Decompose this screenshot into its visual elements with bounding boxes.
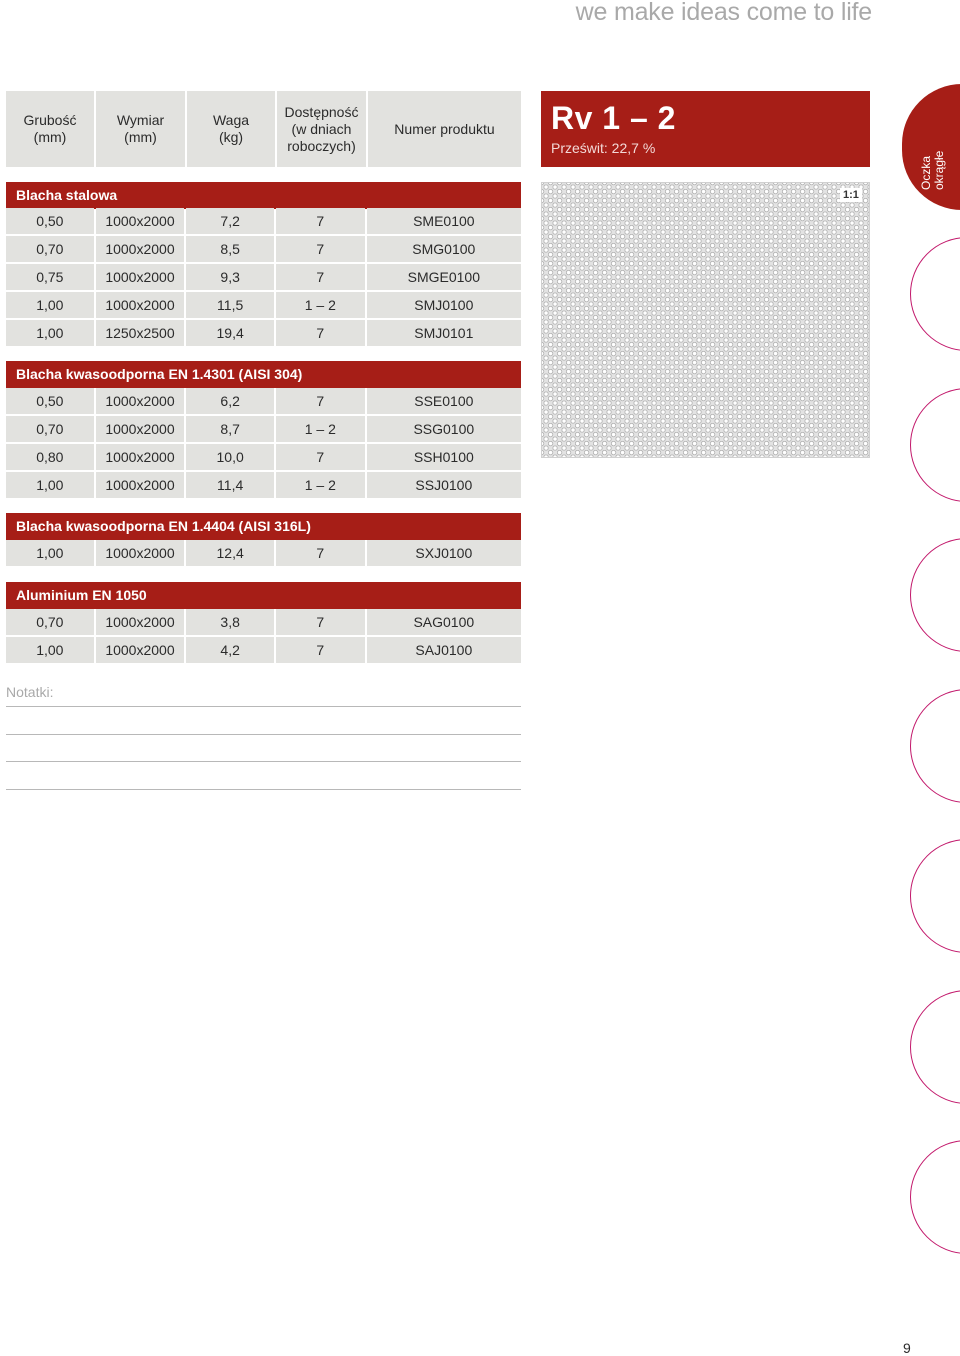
cell-size: 1000x2000 bbox=[96, 208, 185, 234]
cell-product-number: SSH0100 bbox=[367, 444, 521, 470]
section-header-stainless-304: Blacha kwasoodporna EN 1.4301 (AISI 304) bbox=[6, 361, 521, 388]
cell-weight: 10,0 bbox=[186, 444, 274, 470]
table-row bbox=[6, 416, 521, 442]
cell-thickness: 1,00 bbox=[6, 320, 94, 346]
cell-weight: 3,8 bbox=[186, 609, 274, 635]
cell-weight: 11,4 bbox=[186, 472, 274, 498]
cell-availability: 7 bbox=[276, 540, 365, 566]
side-tab-ring[interactable] bbox=[910, 689, 960, 803]
cell-size: 1000x2000 bbox=[96, 444, 185, 470]
cell-thickness: 1,00 bbox=[6, 472, 94, 498]
scale-label: 1:1 bbox=[840, 188, 862, 202]
cell-weight: 12,4 bbox=[186, 540, 274, 566]
cell-availability: 1 – 2 bbox=[276, 416, 365, 442]
side-tab-ring[interactable] bbox=[910, 388, 960, 502]
notes-line[interactable] bbox=[6, 734, 521, 735]
cell-thickness: 1,00 bbox=[6, 292, 94, 318]
cell-thickness: 0,80 bbox=[6, 444, 94, 470]
cell-size: 1000x2000 bbox=[96, 416, 185, 442]
cell-size: 1000x2000 bbox=[96, 472, 185, 498]
cell-thickness: 0,50 bbox=[6, 388, 94, 414]
cell-availability: 7 bbox=[276, 609, 365, 635]
side-tab-ring[interactable] bbox=[910, 237, 960, 351]
header-size bbox=[96, 91, 185, 167]
cell-size: 1000x2000 bbox=[96, 540, 185, 566]
header-availability bbox=[277, 91, 366, 167]
cell-weight: 4,2 bbox=[186, 637, 274, 663]
side-tab-ring[interactable] bbox=[910, 990, 960, 1104]
cell-availability: 1 – 2 bbox=[276, 292, 365, 318]
cell-product-number: SMG0100 bbox=[367, 236, 521, 262]
cell-thickness: 0,70 bbox=[6, 236, 94, 262]
cell-availability: 1 – 2 bbox=[276, 472, 365, 498]
cell-product-number: SSJ0100 bbox=[367, 472, 521, 498]
table-row bbox=[6, 208, 521, 234]
cell-thickness: 1,00 bbox=[6, 637, 94, 663]
cell-product-number: SSG0100 bbox=[367, 416, 521, 442]
cell-thickness: 0,70 bbox=[6, 416, 94, 442]
side-tab-ring[interactable] bbox=[910, 538, 960, 652]
cell-availability: 7 bbox=[276, 637, 365, 663]
perforation-pattern-image bbox=[541, 182, 870, 458]
cell-availability: 7 bbox=[276, 264, 365, 290]
cell-thickness: 0,70 bbox=[6, 609, 94, 635]
table-row bbox=[6, 472, 521, 498]
header-weight-label: Waga (kg) bbox=[212, 112, 250, 145]
cell-availability: 7 bbox=[276, 320, 365, 346]
cell-availability: 7 bbox=[276, 208, 365, 234]
cell-product-number: SAG0100 bbox=[367, 609, 521, 635]
product-title: Rv 1 – 2 bbox=[551, 100, 676, 136]
notes-line[interactable] bbox=[6, 789, 521, 790]
table-row bbox=[6, 388, 521, 414]
cell-availability: 7 bbox=[276, 444, 365, 470]
header-thickness-label: Grubość (mm) bbox=[23, 112, 77, 145]
cell-product-number: SXJ0100 bbox=[367, 540, 521, 566]
side-tab-round-holes[interactable] bbox=[902, 84, 960, 210]
header-product-number-label: Numer produktu bbox=[394, 120, 495, 137]
cell-product-number: SME0100 bbox=[367, 208, 521, 234]
cell-weight: 8,7 bbox=[186, 416, 274, 442]
cell-weight: 6,2 bbox=[186, 388, 274, 414]
notes-line[interactable] bbox=[6, 761, 521, 762]
section-header-aluminium: Aluminium EN 1050 bbox=[6, 582, 521, 609]
header-thickness bbox=[6, 91, 94, 167]
cell-product-number: SMGE0100 bbox=[367, 264, 521, 290]
cell-size: 1000x2000 bbox=[96, 388, 185, 414]
cell-product-number: SMJ0100 bbox=[367, 292, 521, 318]
table-row bbox=[6, 444, 521, 470]
section-header-stainless-316l: Blacha kwasoodporna EN 1.4404 (AISI 316L) bbox=[6, 513, 521, 540]
cell-size: 1000x2000 bbox=[96, 236, 185, 262]
section-header-steel: Blacha stalowa bbox=[6, 182, 521, 209]
cell-size: 1000x2000 bbox=[96, 609, 185, 635]
cell-thickness: 0,50 bbox=[6, 208, 94, 234]
header-size-label: Wymiar (mm) bbox=[116, 112, 165, 145]
notes-line[interactable] bbox=[6, 706, 521, 707]
side-tab-ring[interactable] bbox=[910, 839, 960, 953]
table-row bbox=[6, 292, 521, 318]
table-row bbox=[6, 609, 521, 635]
side-tab-ring[interactable] bbox=[910, 1140, 960, 1254]
product-open-area: Prześwit: 22,7 % bbox=[551, 140, 656, 156]
cell-size: 1000x2000 bbox=[96, 292, 185, 318]
notes-label: Notatki: bbox=[6, 684, 54, 700]
cell-weight: 9,3 bbox=[186, 264, 274, 290]
table-row bbox=[6, 320, 521, 346]
table-row bbox=[6, 264, 521, 290]
cell-size: 1000x2000 bbox=[96, 264, 185, 290]
page-number: 9 bbox=[903, 1340, 911, 1356]
header-availability-label: Dostępność (w dniach roboczych) bbox=[284, 103, 359, 154]
cell-thickness: 1,00 bbox=[6, 540, 94, 566]
table-row bbox=[6, 236, 521, 262]
cell-product-number: SSE0100 bbox=[367, 388, 521, 414]
cell-thickness: 0,75 bbox=[6, 264, 94, 290]
table-row bbox=[6, 637, 521, 663]
cell-weight: 8,5 bbox=[186, 236, 274, 262]
product-title-box bbox=[541, 91, 870, 167]
tagline: we make ideas come to life bbox=[575, 0, 872, 26]
table-row bbox=[6, 540, 521, 566]
cell-size: 1000x2000 bbox=[96, 637, 185, 663]
cell-size: 1250x2500 bbox=[96, 320, 185, 346]
cell-product-number: SAJ0100 bbox=[367, 637, 521, 663]
cell-availability: 7 bbox=[276, 388, 365, 414]
cell-availability: 7 bbox=[276, 236, 365, 262]
cell-weight: 11,5 bbox=[186, 292, 274, 318]
cell-weight: 7,2 bbox=[186, 208, 274, 234]
cell-weight: 19,4 bbox=[186, 320, 274, 346]
header-product-number bbox=[368, 91, 521, 167]
cell-product-number: SMJ0101 bbox=[367, 320, 521, 346]
side-tab-label: Oczka okrągłe bbox=[919, 150, 946, 190]
header-weight bbox=[187, 91, 275, 167]
